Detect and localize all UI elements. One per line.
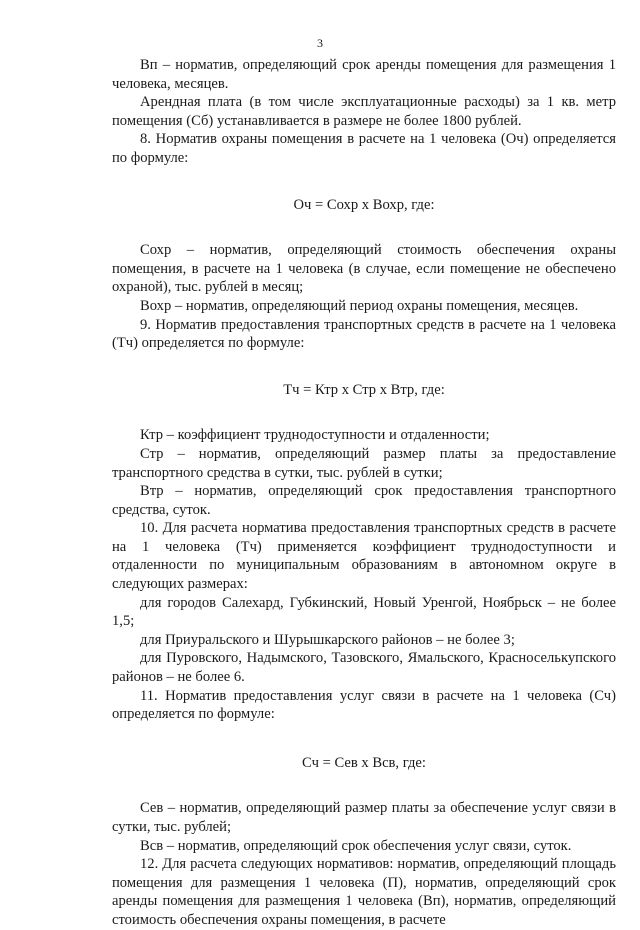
paragraph-cities: для городов Салехард, Губкинский, Новый Уренгой, Ноябрьск – не более 1,5;	[112, 594, 616, 630]
page-number: 3	[317, 36, 323, 50]
paragraph-vp-definition: Вп – норматив, определяющий срок аренды помещения для размещения 1 человека, месяцев.	[112, 57, 616, 92]
paragraph-item-9: 9. Норматив предоставления транспортных средств в расчете на 1 человека (Тч) определяется по формуле:	[112, 316, 616, 352]
paragraph-vsv-definition: Всв – норматив, определяющий срок обеспечения услуг связи, суток.	[140, 837, 572, 854]
formula-sch: Сч = Сев х Всв, где:	[302, 754, 426, 771]
paragraph-vtr-definition: Втр – норматив, определяющий срок предоставления транспортного средства, суток.	[112, 483, 616, 518]
paragraph-vohr-definition: Вохр – норматив, определяющий период охраны помещения, месяцев.	[140, 297, 579, 314]
paragraph-rent: Арендная плата (в том числе эксплуатационные расходы) за 1 кв. метр помещения (Сб) устанавливается в размере не более 1800 рублей.	[112, 94, 616, 129]
document-body	[112, 56, 616, 930]
formula-och: Оч = Сохр х Вохр, где:	[293, 196, 435, 213]
paragraph-districts-1: для Приуральского и Шурышкарского районов – не более 3;	[140, 631, 515, 648]
paragraph-item-12: 12. Для расчета следующих нормативов: норматив, определяющий площадь помещения для размещения 1 человека (П), норматив, определяющий срок аренды помещения для размещения 1 человека (Вп), норматив, определяющий стоимость обеспечения охраны помещения, в расчете	[112, 856, 616, 928]
paragraph-item-8: 8. Норматив охраны помещения в расчете на 1 человека (Оч) определяется по формуле:	[112, 131, 616, 166]
paragraph-item-10: 10. Для расчета норматива предоставления транспортных средств в расчете на 1 человека (Тч) применяется коэффициент труднодоступности и отдаленности по муниципальным образованиям в автономном округе в следующих размерах:	[112, 520, 616, 593]
paragraph-districts-2: для Пуровского, Надымского, Тазовского, Ямальского, Красноселькупского районов – не более 6.	[112, 650, 616, 686]
formula-tch: Тч = Ктр х Стр х Втр, где:	[283, 381, 445, 398]
paragraph-str-definition: Стр – норматив, определяющий размер платы за предоставление транспортного средства в сутки, тыс. рублей в сутки;	[112, 445, 616, 481]
paragraph-sohr-definition: Сохр – норматив, определяющий стоимость обеспечения охраны помещения, в расчете на 1 человека (в случае, если помещение не обеспечено охраной), тыс. рублей в месяц;	[112, 242, 616, 296]
paragraph-item-11: 11. Норматив предоставления услуг связи в расчете на 1 человека (Сч) определяется по формуле:	[112, 687, 616, 723]
paragraph-sev-definition: Сев – норматив, определяющий размер платы за обеспечение услуг связи в сутки, тыс. рублей;	[112, 800, 616, 835]
paragraph-ktr-definition: Ктр – коэффициент труднодоступности и отдаленности;	[140, 427, 490, 444]
